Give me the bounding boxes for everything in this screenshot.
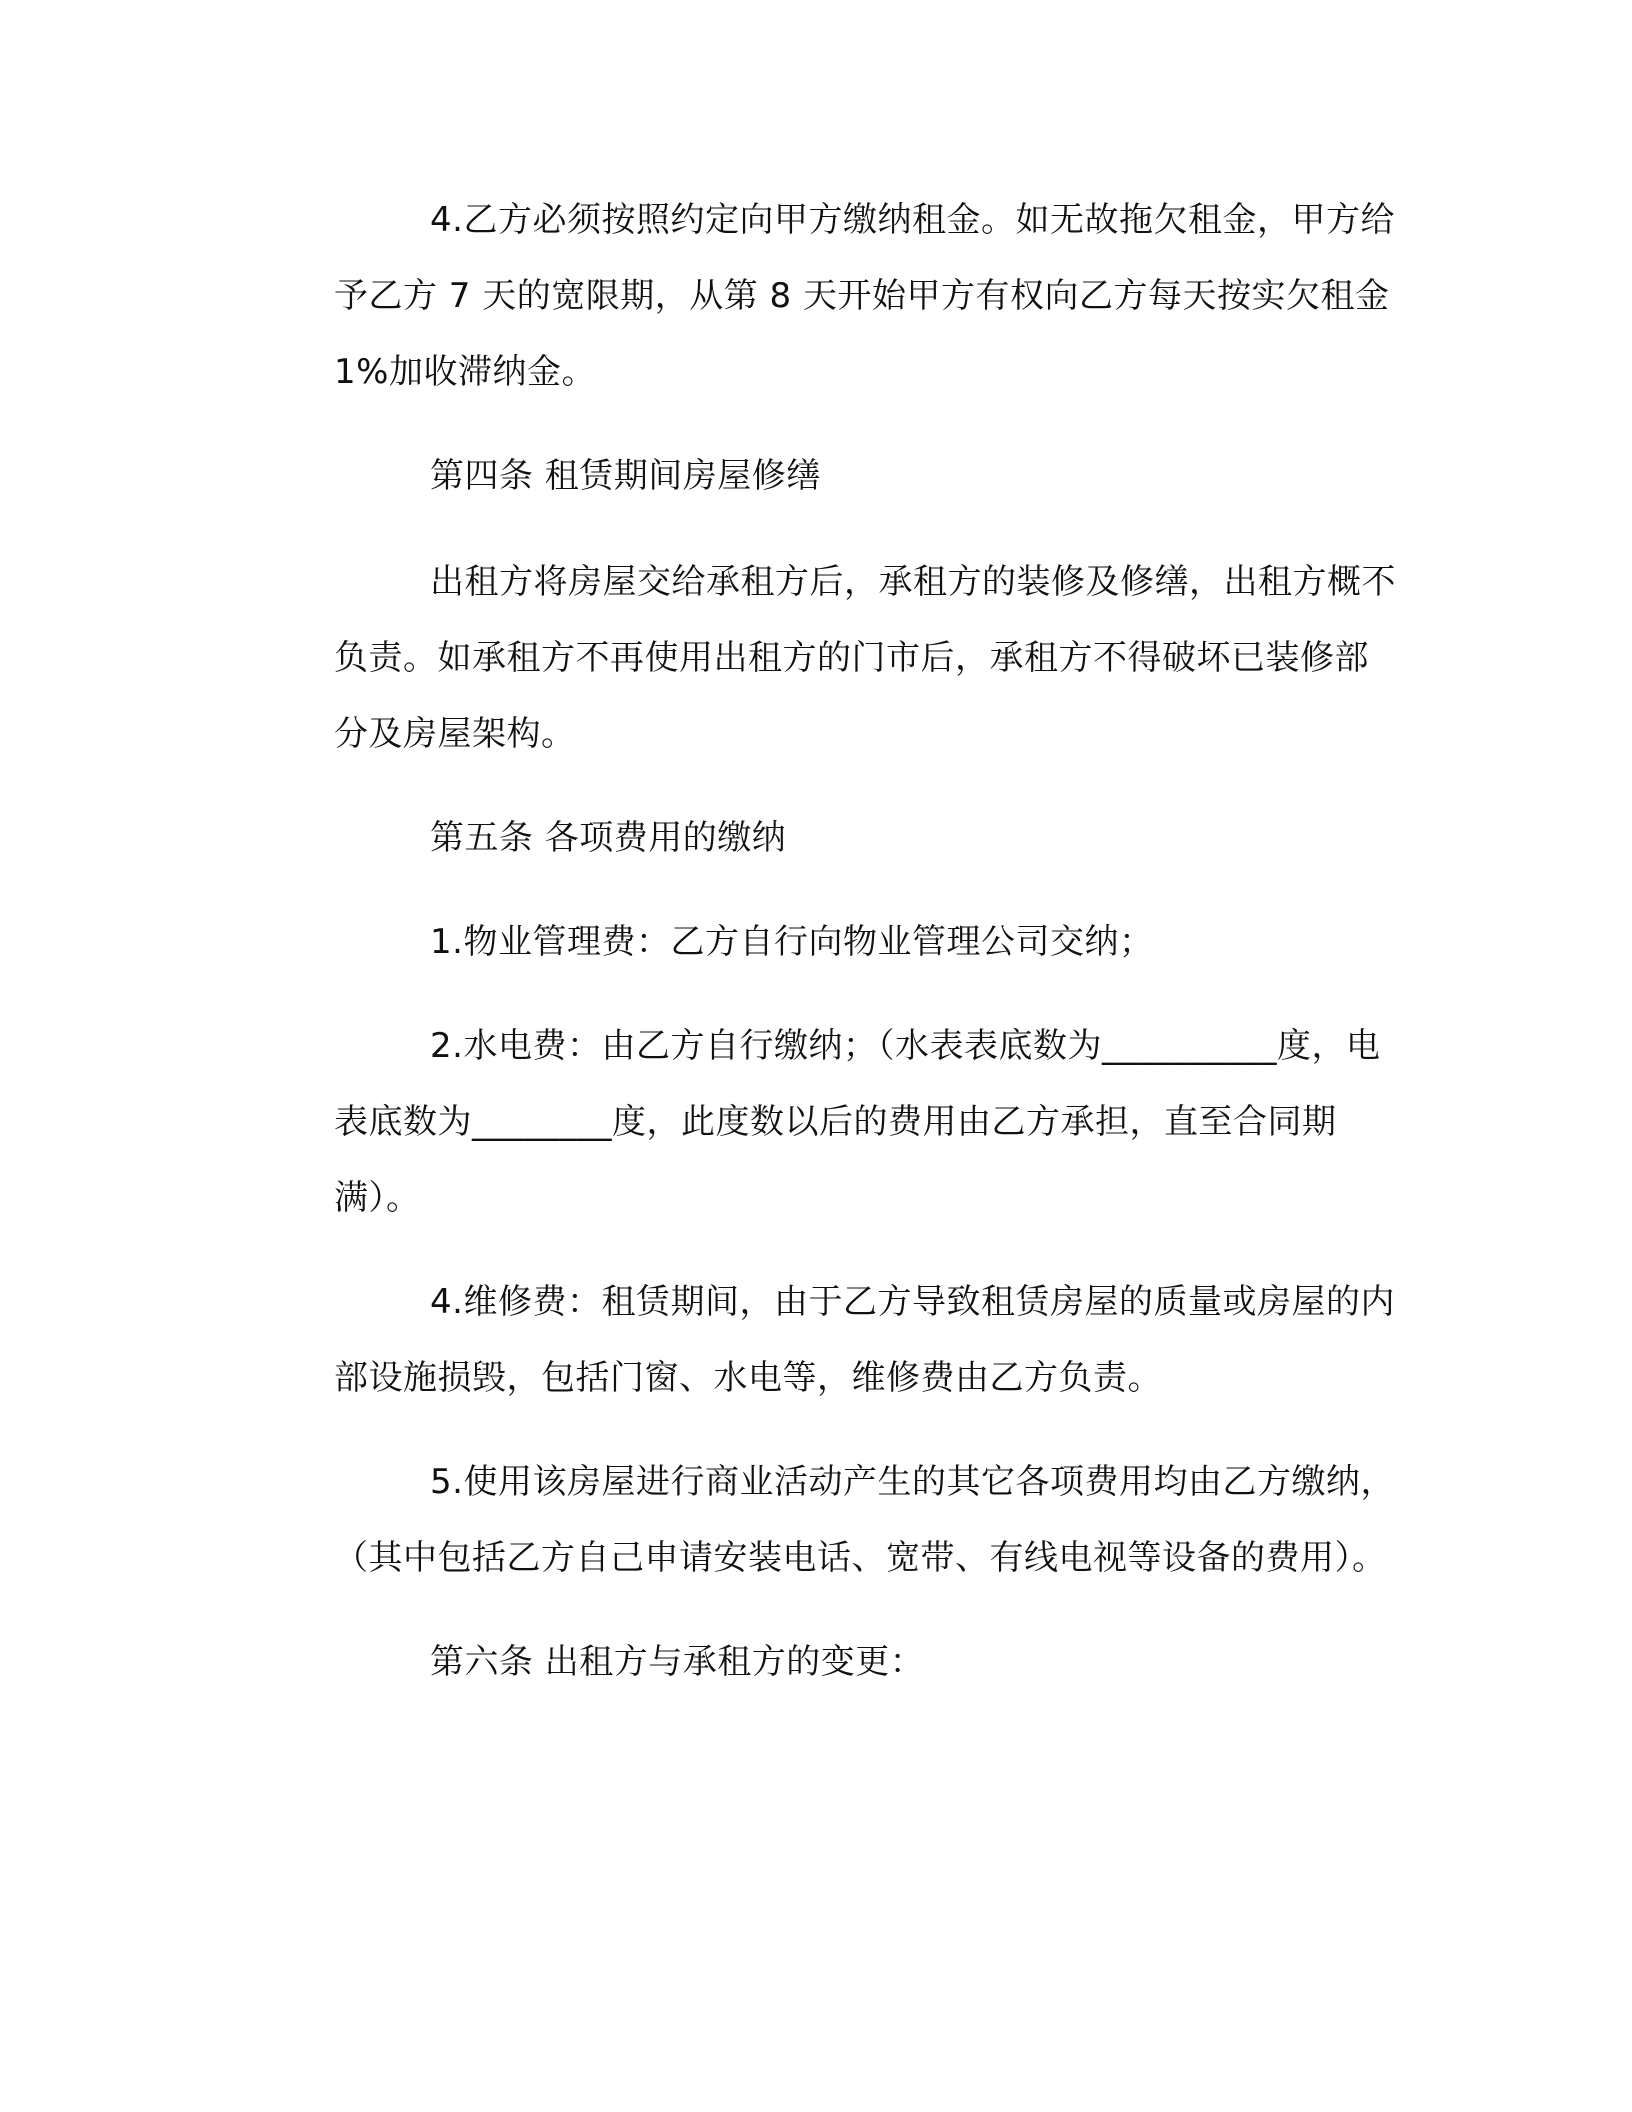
text-line: 满）。: [334, 1178, 421, 1218]
heading-text: 第五条 各项费用的缴纳: [430, 818, 787, 858]
text-line: 分及房屋架构。: [334, 714, 576, 754]
text-line: （其中包括乙方自己申请安装电话、宽带、有线电视等设备的费用）。: [334, 1538, 1387, 1578]
heading-text: 第六条 出租方与承租方的变更：: [430, 1642, 925, 1682]
text-line: 部设施损毁，包括门窗、水电等，维修费由乙方负责。: [334, 1358, 1162, 1398]
article-5-item-1: [238, 904, 1378, 980]
article-4-heading: [238, 438, 1378, 514]
text-line: 2.水电费：由乙方自行缴纳；（水表表底数为__________度，电: [430, 1026, 1381, 1066]
article-5-heading: [238, 800, 1378, 876]
text-line: 5.使用该房屋进行商业活动产生的其它各项费用均由乙方缴纳，: [430, 1462, 1395, 1502]
text-line: 予乙方 7 天的宽限期，从第 8 天开始甲方有权向乙方每天按实欠租金: [334, 276, 1390, 316]
text-line: 负责。如承租方不再使用出租方的门市后，承租方不得破坏已装修部: [334, 638, 1369, 678]
text-line: 表底数为________度，此度数以后的费用由乙方承担，直至合同期: [334, 1102, 1337, 1142]
clause-late-payment: [238, 182, 1395, 410]
article-4-body: [238, 544, 1396, 772]
article-6-heading: [238, 1624, 1378, 1700]
heading-text: 第四条 租赁期间房屋修缮: [430, 456, 821, 496]
text-line: 4.维修费：租赁期间，由于乙方导致租赁房屋的质量或房屋的内: [430, 1282, 1395, 1322]
text-line: 1.物业管理费：乙方自行向物业管理公司交纳；: [430, 922, 1154, 962]
article-5-item-4: [238, 1264, 1395, 1416]
text-line: 4.乙方必须按照约定向甲方缴纳租金。如无故拖欠租金，甲方给: [430, 200, 1395, 240]
text-line: 出租方将房屋交给承租方后，承租方的装修及修缮，出租方概不: [430, 562, 1396, 602]
article-5-item-2: [238, 1008, 1381, 1236]
text-line: 1%加收滞纳金。: [334, 352, 596, 392]
article-5-item-5: [238, 1444, 1395, 1596]
